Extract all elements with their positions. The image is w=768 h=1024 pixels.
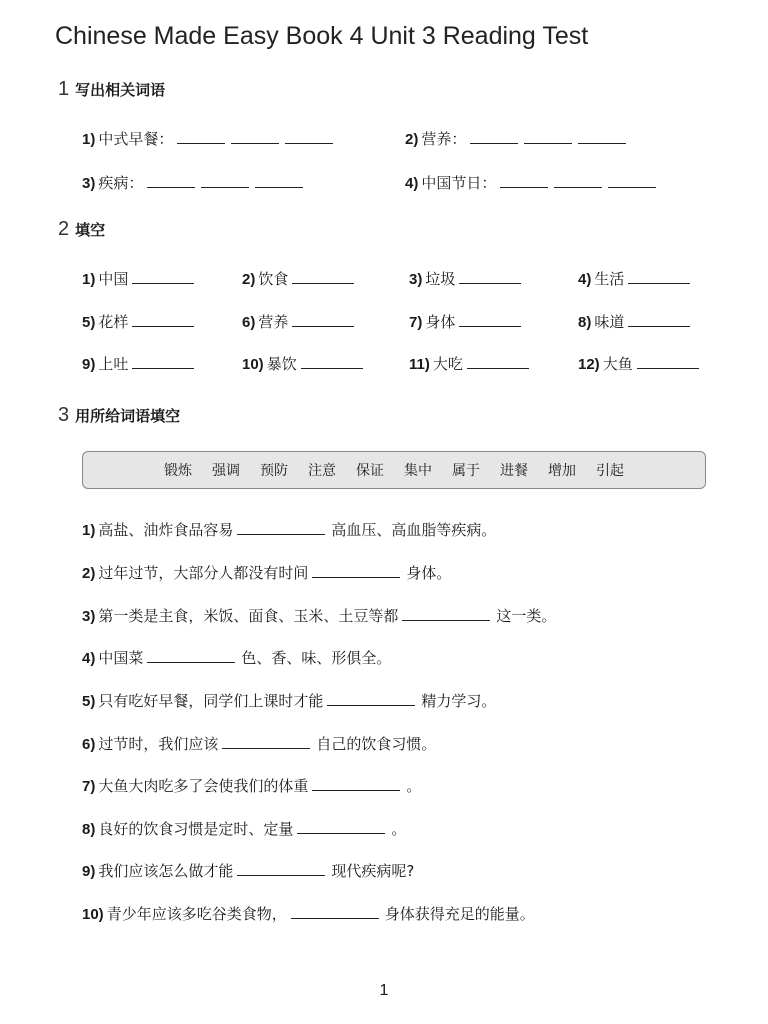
answer-blank[interactable] bbox=[312, 576, 400, 578]
section3-sentence bbox=[82, 903, 535, 924]
answer-blank[interactable] bbox=[292, 282, 354, 284]
section2-item bbox=[578, 353, 705, 374]
item-label: 垃圾 bbox=[425, 270, 456, 288]
answer-blank[interactable] bbox=[177, 142, 225, 144]
answer-blank[interactable] bbox=[132, 282, 194, 284]
item-number: 3) bbox=[409, 271, 423, 288]
item-number: 4) bbox=[82, 650, 96, 667]
sentence-before: 良好的饮食习惯是定时、定量 bbox=[98, 820, 294, 838]
word-bank-item: 保证 bbox=[356, 463, 384, 479]
word-bank-item: 属于 bbox=[452, 463, 480, 479]
section-title: 填空 bbox=[75, 221, 106, 239]
answer-blank[interactable] bbox=[628, 325, 690, 327]
sentence-before: 高盐、油炸食品容易 bbox=[98, 521, 234, 539]
sentence-before: 第一类是主食，米饭、面食、玉米、土豆等都 bbox=[98, 607, 399, 625]
sentence-before: 过节时，我们应该 bbox=[98, 735, 219, 753]
item-number: 2) bbox=[405, 131, 419, 148]
section-heading-2 bbox=[58, 218, 105, 241]
item-number: 1) bbox=[82, 522, 96, 539]
item-label: 暴饮 bbox=[266, 355, 297, 373]
section1-item bbox=[82, 128, 339, 149]
item-label: 饮食 bbox=[258, 270, 289, 288]
answer-blank[interactable] bbox=[459, 282, 521, 284]
section3-sentence bbox=[82, 519, 496, 540]
section3-sentence bbox=[82, 733, 436, 754]
sentence-after: 。 bbox=[406, 777, 422, 795]
sentence-after: 高血压、高血脂等疾病。 bbox=[331, 521, 497, 539]
section2-item bbox=[578, 311, 696, 332]
section3-sentence bbox=[82, 562, 451, 583]
section2-item bbox=[409, 353, 535, 374]
answer-blank[interactable] bbox=[285, 142, 333, 144]
item-label: 疾病： bbox=[98, 174, 144, 192]
answer-blank[interactable] bbox=[222, 747, 310, 749]
word-bank-item: 增加 bbox=[548, 463, 576, 479]
item-number: 10) bbox=[82, 906, 104, 923]
section3-sentence bbox=[82, 860, 414, 881]
item-number: 12) bbox=[578, 356, 600, 373]
sentence-after: 精力学习。 bbox=[421, 692, 497, 710]
answer-blank[interactable] bbox=[312, 789, 400, 791]
section2-item bbox=[82, 311, 200, 332]
word-bank-item: 强调 bbox=[212, 463, 240, 479]
word-bank-item: 注意 bbox=[308, 463, 336, 479]
answer-blanks[interactable] bbox=[177, 142, 339, 144]
answer-blank[interactable] bbox=[147, 661, 235, 663]
item-number: 6) bbox=[82, 736, 96, 753]
section-number: 3 bbox=[58, 404, 70, 426]
section3-sentence bbox=[82, 647, 391, 668]
section-number: 1 bbox=[58, 78, 70, 100]
sentence-after: 现代疾病呢? bbox=[331, 862, 415, 880]
sentence-after: 这一类。 bbox=[496, 607, 557, 625]
answer-blank[interactable] bbox=[255, 186, 303, 188]
answer-blank[interactable] bbox=[147, 186, 195, 188]
answer-blank[interactable] bbox=[524, 142, 572, 144]
item-number: 6) bbox=[242, 314, 256, 331]
section-heading-1 bbox=[58, 78, 165, 101]
answer-blank[interactable] bbox=[637, 367, 699, 369]
item-number: 5) bbox=[82, 314, 96, 331]
item-label: 中国节日： bbox=[421, 174, 497, 192]
item-label: 中式早餐： bbox=[98, 130, 174, 148]
section1-item bbox=[405, 128, 632, 149]
item-number: 5) bbox=[82, 693, 96, 710]
answer-blanks[interactable] bbox=[500, 186, 662, 188]
answer-blank[interactable] bbox=[470, 142, 518, 144]
sentence-before: 大鱼大肉吃多了会使我们的体重 bbox=[98, 777, 309, 795]
answer-blank[interactable] bbox=[459, 325, 521, 327]
item-number: 3) bbox=[82, 608, 96, 625]
sentence-before: 我们应该怎么做才能 bbox=[98, 862, 234, 880]
answer-blanks[interactable] bbox=[470, 142, 632, 144]
item-number: 11) bbox=[409, 356, 430, 373]
section2-item bbox=[409, 311, 527, 332]
sentence-before: 青少年应该多吃谷类食物， bbox=[106, 905, 287, 923]
answer-blank[interactable] bbox=[237, 874, 325, 876]
answer-blank[interactable] bbox=[500, 186, 548, 188]
item-label: 大鱼 bbox=[602, 355, 633, 373]
item-number: 7) bbox=[409, 314, 423, 331]
item-number: 4) bbox=[578, 271, 592, 288]
item-number: 8) bbox=[578, 314, 592, 331]
item-number: 4) bbox=[405, 175, 419, 192]
sentence-before: 中国菜 bbox=[98, 649, 144, 667]
item-number: 7) bbox=[82, 778, 96, 795]
answer-blank[interactable] bbox=[297, 832, 385, 834]
answer-blank[interactable] bbox=[578, 142, 626, 144]
answer-blank[interactable] bbox=[467, 367, 529, 369]
sentence-after: 身体。 bbox=[406, 564, 452, 582]
sentence-after: 。 bbox=[391, 820, 407, 838]
section-number: 2 bbox=[58, 218, 70, 240]
page-number: 1 bbox=[379, 982, 389, 999]
item-number: 10) bbox=[242, 356, 264, 373]
sentence-after: 色、香、味、形俱全。 bbox=[241, 649, 392, 667]
word-bank-item: 预防 bbox=[260, 463, 288, 479]
section3-sentence bbox=[82, 690, 496, 711]
item-label: 生活 bbox=[594, 270, 625, 288]
section2-item bbox=[242, 353, 369, 374]
item-number: 1) bbox=[82, 271, 96, 288]
sentence-after: 身体获得充足的能量。 bbox=[384, 905, 535, 923]
word-bank-item: 锻炼 bbox=[164, 463, 192, 479]
item-number: 1) bbox=[82, 131, 96, 148]
item-number: 2) bbox=[242, 271, 256, 288]
word-bank-item: 进餐 bbox=[500, 463, 528, 479]
item-label: 营养 bbox=[258, 313, 289, 331]
section1-item bbox=[405, 172, 662, 193]
section1-item bbox=[82, 172, 309, 193]
sentence-after: 自己的饮食习惯。 bbox=[316, 735, 437, 753]
answer-blank[interactable] bbox=[237, 533, 325, 535]
answer-blank[interactable] bbox=[231, 142, 279, 144]
answer-blank[interactable] bbox=[327, 704, 415, 706]
answer-blank[interactable] bbox=[608, 186, 656, 188]
item-label: 大吃 bbox=[432, 355, 463, 373]
section3-sentence bbox=[82, 775, 421, 796]
answer-blank[interactable] bbox=[132, 325, 194, 327]
answer-blank[interactable] bbox=[201, 186, 249, 188]
item-label: 中国 bbox=[98, 270, 129, 288]
section2-item bbox=[409, 268, 527, 289]
word-bank-item: 引起 bbox=[596, 463, 624, 479]
answer-blank[interactable] bbox=[132, 367, 194, 369]
page-title: Chinese Made Easy Book 4 Unit 3 Reading Test bbox=[55, 22, 589, 50]
item-number: 9) bbox=[82, 356, 96, 373]
sentence-before: 过年过节，大部分人都没有时间 bbox=[98, 564, 309, 582]
item-number: 9) bbox=[82, 863, 96, 880]
answer-blank[interactable] bbox=[301, 367, 363, 369]
item-number: 2) bbox=[82, 565, 96, 582]
item-label: 花样 bbox=[98, 313, 129, 331]
section2-item bbox=[242, 268, 360, 289]
answer-blank[interactable] bbox=[291, 917, 379, 919]
section-title: 写出相关词语 bbox=[75, 81, 166, 99]
word-bank bbox=[82, 451, 706, 489]
section3-sentence bbox=[82, 605, 556, 626]
answer-blank[interactable] bbox=[554, 186, 602, 188]
item-label: 身体 bbox=[425, 313, 456, 331]
section-heading-3 bbox=[58, 404, 180, 427]
item-number: 8) bbox=[82, 821, 96, 838]
item-number: 3) bbox=[82, 175, 96, 192]
item-label: 上吐 bbox=[98, 355, 129, 373]
sentence-before: 只有吃好早餐，同学们上课时才能 bbox=[98, 692, 324, 710]
section-title: 用所给词语填空 bbox=[75, 407, 181, 425]
answer-blank[interactable] bbox=[292, 325, 354, 327]
item-label: 营养： bbox=[421, 130, 467, 148]
section2-item bbox=[242, 311, 360, 332]
section2-item bbox=[82, 268, 200, 289]
answer-blank[interactable] bbox=[628, 282, 690, 284]
word-bank-item: 集中 bbox=[404, 463, 432, 479]
item-label: 味道 bbox=[594, 313, 625, 331]
answer-blank[interactable] bbox=[402, 619, 490, 621]
section2-item bbox=[578, 268, 696, 289]
answer-blanks[interactable] bbox=[147, 186, 309, 188]
section2-item bbox=[82, 353, 200, 374]
section3-sentence bbox=[82, 818, 406, 839]
